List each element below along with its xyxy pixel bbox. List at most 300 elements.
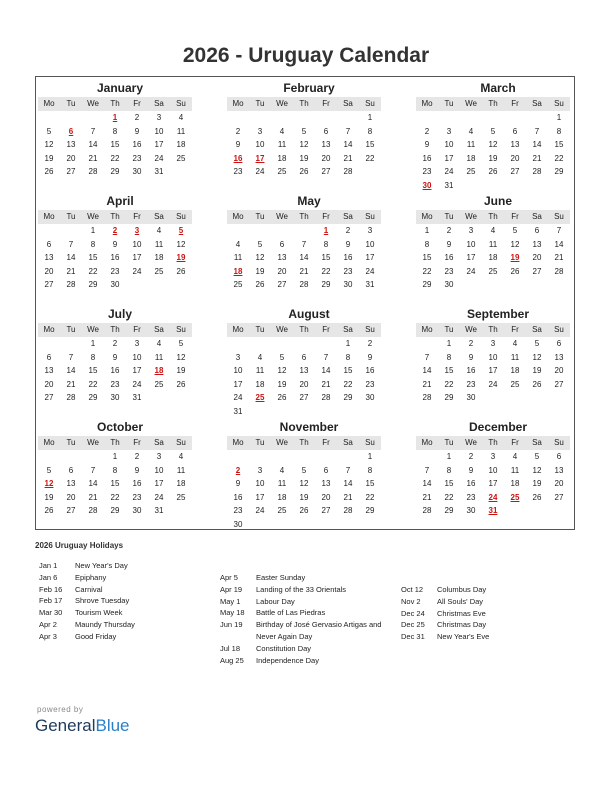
holiday-date: Apr 3	[39, 631, 57, 641]
day-cell: 1	[345, 339, 351, 348]
day-cell: 16	[110, 366, 120, 375]
day-cell: 6	[46, 239, 52, 249]
day-cell: 29	[88, 393, 98, 402]
week-row	[227, 224, 381, 238]
day-cell: 13	[321, 479, 331, 488]
holiday-item	[39, 607, 205, 619]
weekday-label: Th	[488, 99, 498, 108]
week-row	[38, 238, 192, 252]
empty-day-cell	[293, 405, 315, 419]
empty-day-cell	[482, 278, 504, 292]
day-cell: 31	[365, 280, 375, 289]
weekday-label: We	[87, 99, 99, 108]
day-cell: 2	[424, 126, 430, 136]
weekday-label: Fr	[133, 438, 141, 447]
day-cell: 5	[178, 339, 184, 348]
day-cell: 14	[422, 366, 432, 375]
empty-day-cell	[170, 504, 192, 518]
week-row	[416, 391, 570, 405]
day-cell: 12	[176, 239, 186, 249]
day-cell: 21	[532, 153, 542, 163]
day-cell: 6	[534, 226, 540, 235]
week-row	[38, 165, 192, 179]
day-cell: 17	[365, 253, 375, 262]
month-november	[227, 420, 381, 531]
empty-day-cell	[271, 224, 293, 238]
day-cell: 23	[233, 167, 243, 176]
holiday-name: Landing of the 33 Orientals	[256, 584, 347, 594]
weekday-header	[227, 436, 381, 450]
weekday-label: We	[465, 325, 477, 334]
holidays-heading: 2026 Uruguay Holidays	[35, 541, 124, 550]
empty-day-cell	[359, 518, 381, 532]
empty-day-cell	[482, 111, 504, 125]
weekday-label: We	[465, 438, 477, 447]
empty-day-cell	[227, 450, 249, 464]
day-cell: 20	[321, 492, 331, 502]
weekday-label: Sa	[343, 325, 353, 334]
day-cell: 4	[468, 126, 474, 136]
day-cell: 14	[343, 479, 353, 488]
day-cell: 2	[134, 452, 140, 461]
holiday-name: Carnival	[75, 584, 103, 594]
day-cell: 4	[512, 339, 518, 348]
day-cell: 23	[444, 266, 454, 276]
day-cell: 24	[132, 266, 142, 276]
day-cell: 1	[424, 226, 430, 235]
weekday-label: Tu	[66, 212, 76, 221]
day-cell: 9	[235, 140, 241, 149]
day-cell: 28	[88, 506, 98, 515]
day-cell: 5	[257, 239, 263, 249]
day-cell: 20	[299, 379, 309, 389]
holiday-date: Jul 18	[220, 643, 241, 653]
day-cell: 22	[110, 153, 120, 163]
weekday-label: Tu	[255, 212, 265, 221]
month-march	[416, 81, 570, 192]
day-cell: 11	[277, 140, 287, 149]
month-february	[227, 81, 381, 179]
day-cell: 19	[532, 366, 542, 375]
weekday-label: Tu	[66, 438, 76, 447]
day-cell: 9	[468, 352, 474, 362]
day-cell: 7	[556, 226, 562, 235]
day-cell: 29	[444, 393, 454, 402]
day-cell: 8	[367, 465, 373, 475]
weekday-label: Su	[365, 325, 375, 334]
day-cell: 6	[301, 352, 307, 362]
weekday-label: We	[465, 212, 477, 221]
day-cell: 13	[66, 140, 76, 149]
day-cell: 15	[554, 140, 564, 149]
weekday-label: Mo	[232, 438, 244, 447]
week-row	[38, 337, 192, 351]
month-name: August	[288, 307, 330, 321]
empty-day-cell	[315, 405, 337, 419]
day-cell: 24	[255, 506, 265, 515]
weekday-label: Th	[488, 438, 498, 447]
day-cell: 21	[299, 266, 309, 276]
holiday-name: Good Friday	[75, 631, 117, 641]
day-cell: 8	[556, 126, 562, 136]
holiday-day-cell: 30	[422, 180, 432, 190]
weekday-label: Tu	[66, 99, 76, 108]
week-row	[38, 111, 192, 125]
empty-day-cell	[170, 391, 192, 405]
day-cell: 12	[299, 140, 309, 149]
brand-logo-left: General	[35, 716, 96, 735]
day-cell: 2	[235, 126, 241, 136]
brand-logo[interactable]	[35, 716, 130, 736]
holiday-day-cell: 6	[68, 126, 74, 136]
holiday-item	[39, 631, 205, 643]
day-cell: 30	[110, 393, 120, 402]
day-cell: 5	[534, 339, 540, 348]
holiday-item	[39, 560, 205, 572]
week-row	[227, 238, 381, 252]
holiday-day-cell: 16	[233, 153, 243, 163]
empty-day-cell	[293, 111, 315, 125]
empty-day-cell	[359, 405, 381, 419]
day-cell: 26	[176, 266, 186, 276]
weekday-label: Th	[488, 212, 498, 221]
day-cell: 14	[343, 140, 353, 149]
day-cell: 24	[488, 379, 498, 389]
holiday-day-cell: 17	[255, 153, 265, 163]
day-cell: 21	[88, 492, 98, 502]
empty-day-cell	[359, 165, 381, 179]
day-cell: 13	[510, 140, 520, 149]
day-cell: 12	[532, 352, 542, 362]
week-row	[416, 351, 570, 365]
day-cell: 8	[323, 239, 329, 249]
day-cell: 16	[466, 479, 476, 488]
week-row	[227, 251, 381, 265]
day-cell: 10	[255, 140, 265, 149]
holiday-name: Labour Day	[256, 596, 295, 606]
week-row	[227, 111, 381, 125]
holiday-name: Columbus Day	[437, 585, 487, 594]
holiday-date: Aug 25	[220, 655, 244, 665]
day-cell: 17	[444, 153, 454, 163]
day-cell: 18	[510, 479, 520, 488]
week-row	[38, 378, 192, 392]
empty-day-cell	[271, 405, 293, 419]
day-cell: 6	[323, 126, 329, 136]
week-row	[227, 477, 381, 491]
weekday-label: Sa	[343, 99, 353, 108]
empty-day-cell	[460, 278, 482, 292]
day-cell: 22	[554, 153, 564, 163]
weekday-label: We	[276, 438, 288, 447]
week-row	[416, 364, 570, 378]
day-cell: 14	[422, 479, 432, 488]
weekday-label: Sa	[343, 212, 353, 221]
empty-day-cell	[170, 165, 192, 179]
week-row	[416, 125, 570, 139]
holiday-date: Apr 5	[220, 573, 238, 582]
week-row	[227, 337, 381, 351]
week-row	[227, 518, 381, 532]
day-cell: 19	[299, 492, 309, 502]
week-row	[38, 491, 192, 505]
day-cell: 15	[110, 140, 120, 149]
empty-day-cell	[271, 518, 293, 532]
holiday-day-cell: 1	[112, 113, 118, 122]
weekday-label: Sa	[154, 438, 164, 447]
day-cell: 18	[255, 379, 265, 389]
weekday-label: Th	[299, 325, 309, 334]
week-row	[227, 391, 381, 405]
weekday-label: Th	[299, 212, 309, 221]
day-cell: 28	[554, 266, 564, 276]
empty-day-cell	[504, 278, 526, 292]
day-cell: 10	[488, 352, 498, 362]
weekday-label: Su	[554, 438, 564, 447]
weekday-label: We	[87, 325, 99, 334]
holiday-name: Constitution Day	[256, 643, 312, 653]
week-row	[227, 152, 381, 166]
day-cell: 29	[110, 506, 120, 515]
weekday-label: Th	[299, 438, 309, 447]
weekday-label: Th	[110, 212, 120, 221]
weekday-label: Fr	[322, 438, 330, 447]
empty-day-cell	[227, 111, 249, 125]
day-cell: 23	[132, 492, 142, 502]
weekday-header	[416, 97, 570, 111]
day-cell: 27	[532, 266, 542, 276]
weekday-label: Mo	[421, 99, 433, 108]
holiday-item	[220, 619, 386, 643]
day-cell: 25	[466, 167, 476, 176]
weekday-label: Fr	[133, 212, 141, 221]
weekday-label: Mo	[43, 325, 55, 334]
day-cell: 29	[343, 393, 353, 402]
day-cell: 6	[46, 352, 52, 362]
month-october	[38, 420, 192, 518]
holiday-date: Feb 16	[39, 584, 63, 594]
day-cell: 4	[279, 126, 285, 136]
holiday-column	[401, 584, 567, 643]
day-cell: 30	[110, 280, 120, 289]
day-cell: 10	[132, 352, 142, 362]
day-cell: 9	[112, 239, 118, 249]
day-cell: 12	[176, 352, 186, 362]
empty-day-cell	[526, 504, 548, 518]
day-cell: 20	[554, 366, 564, 375]
day-cell: 28	[66, 280, 76, 289]
day-cell: 8	[90, 352, 96, 362]
day-cell: 17	[255, 492, 265, 502]
brand-logo-right: Blue	[95, 716, 130, 735]
day-cell: 23	[233, 506, 243, 515]
holiday-column	[220, 572, 386, 666]
holiday-day-cell: 25	[510, 492, 520, 502]
day-cell: 19	[299, 153, 309, 163]
day-cell: 22	[110, 492, 120, 502]
day-cell: 25	[233, 280, 243, 289]
weekday-header	[38, 323, 192, 337]
week-row	[38, 251, 192, 265]
day-cell: 1	[367, 452, 373, 461]
holiday-item	[220, 655, 386, 667]
day-cell: 25	[277, 167, 287, 176]
empty-day-cell	[271, 450, 293, 464]
week-row	[416, 337, 570, 351]
week-row	[227, 265, 381, 279]
day-cell: 1	[90, 226, 96, 235]
day-cell: 27	[510, 167, 520, 176]
day-cell: 5	[301, 465, 307, 475]
day-cell: 11	[233, 253, 243, 262]
day-cell: 19	[532, 479, 542, 488]
day-cell: 22	[88, 379, 98, 389]
holiday-date: Oct 12	[401, 585, 424, 594]
weekday-label: Fr	[511, 438, 519, 447]
day-cell: 31	[132, 393, 142, 402]
day-cell: 14	[299, 253, 309, 262]
day-cell: 26	[277, 393, 287, 402]
week-row	[416, 224, 570, 238]
day-cell: 4	[156, 226, 162, 235]
holiday-name: Easter Sunday	[256, 573, 306, 582]
day-cell: 12	[299, 479, 309, 488]
day-cell: 4	[178, 113, 184, 122]
week-row	[38, 138, 192, 152]
day-cell: 29	[321, 280, 331, 289]
day-cell: 19	[44, 492, 54, 502]
day-cell: 3	[257, 465, 263, 475]
day-cell: 25	[510, 379, 520, 389]
empty-day-cell	[82, 450, 104, 464]
holiday-column	[39, 560, 205, 643]
day-cell: 5	[534, 452, 540, 461]
day-cell: 19	[44, 153, 54, 163]
day-cell: 31	[233, 406, 243, 416]
day-cell: 15	[343, 366, 353, 375]
day-cell: 18	[277, 492, 287, 502]
weekday-header	[38, 97, 192, 111]
day-cell: 5	[46, 465, 52, 475]
holiday-date: May 1	[220, 596, 241, 606]
weekday-label: Su	[554, 99, 564, 108]
day-cell: 30	[343, 280, 353, 289]
day-cell: 3	[156, 452, 162, 461]
week-row	[416, 477, 570, 491]
week-row	[38, 391, 192, 405]
weekday-label: Fr	[322, 212, 330, 221]
day-cell: 11	[176, 465, 186, 475]
holiday-date: May 18	[220, 608, 245, 618]
weekday-label: We	[276, 212, 288, 221]
day-cell: 9	[345, 239, 351, 249]
holiday-day-cell: 18	[233, 266, 243, 276]
day-cell: 11	[154, 239, 164, 249]
weekday-label: Sa	[532, 325, 542, 334]
empty-day-cell	[460, 179, 482, 193]
empty-day-cell	[526, 391, 548, 405]
day-cell: 18	[176, 140, 186, 149]
holiday-item	[220, 607, 386, 619]
empty-day-cell	[249, 450, 271, 464]
month-june	[416, 194, 570, 292]
day-cell: 15	[422, 253, 432, 262]
weekday-label: Sa	[154, 212, 164, 221]
holiday-item	[401, 631, 567, 643]
day-cell: 13	[554, 465, 564, 475]
day-cell: 13	[44, 253, 54, 262]
day-cell: 3	[134, 339, 140, 348]
week-row	[416, 278, 570, 292]
day-cell: 12	[488, 140, 498, 149]
day-cell: 2	[367, 339, 373, 348]
day-cell: 24	[444, 167, 454, 176]
week-row	[416, 111, 570, 125]
day-cell: 17	[132, 253, 142, 262]
holiday-name: All Souls' Day	[437, 596, 484, 606]
day-cell: 24	[255, 167, 265, 176]
day-cell: 18	[466, 153, 476, 163]
day-cell: 26	[532, 492, 542, 502]
day-cell: 31	[154, 506, 164, 515]
weekday-header	[416, 210, 570, 224]
weekday-label: Su	[554, 325, 564, 334]
day-cell: 7	[345, 465, 351, 475]
weekday-label: Mo	[43, 438, 55, 447]
day-cell: 25	[277, 506, 287, 515]
holiday-name: Battle of Las Piedras	[256, 608, 326, 618]
day-cell: 10	[365, 239, 375, 249]
day-cell: 27	[44, 393, 54, 402]
week-row	[227, 278, 381, 292]
holiday-day-cell: 2	[235, 465, 241, 475]
day-cell: 24	[132, 379, 142, 389]
day-cell: 8	[424, 239, 430, 249]
day-cell: 2	[134, 113, 140, 122]
day-cell: 22	[88, 266, 98, 276]
day-cell: 7	[424, 465, 430, 475]
weekday-label: Fr	[511, 212, 519, 221]
weekday-label: Su	[554, 212, 564, 221]
month-september	[416, 307, 570, 405]
day-cell: 19	[488, 153, 498, 163]
day-cell: 30	[132, 506, 142, 515]
month-name: March	[480, 81, 516, 95]
day-cell: 29	[110, 167, 120, 176]
day-cell: 26	[176, 379, 186, 389]
day-cell: 10	[154, 465, 164, 475]
week-row	[416, 265, 570, 279]
day-cell: 14	[66, 253, 76, 262]
empty-day-cell	[38, 111, 60, 125]
day-cell: 26	[44, 506, 54, 515]
holiday-item	[220, 572, 386, 584]
day-cell: 30	[132, 167, 142, 176]
day-cell: 22	[444, 492, 454, 502]
day-cell: 15	[365, 140, 375, 149]
week-row	[416, 251, 570, 265]
weekday-label: Tu	[444, 325, 454, 334]
weekday-label: Mo	[232, 212, 244, 221]
day-cell: 13	[554, 352, 564, 362]
weekday-label: Su	[365, 438, 375, 447]
week-row	[38, 125, 192, 139]
empty-day-cell	[337, 111, 359, 125]
day-cell: 14	[88, 479, 98, 488]
day-cell: 23	[132, 153, 142, 163]
day-cell: 30	[444, 280, 454, 289]
empty-day-cell	[526, 278, 548, 292]
